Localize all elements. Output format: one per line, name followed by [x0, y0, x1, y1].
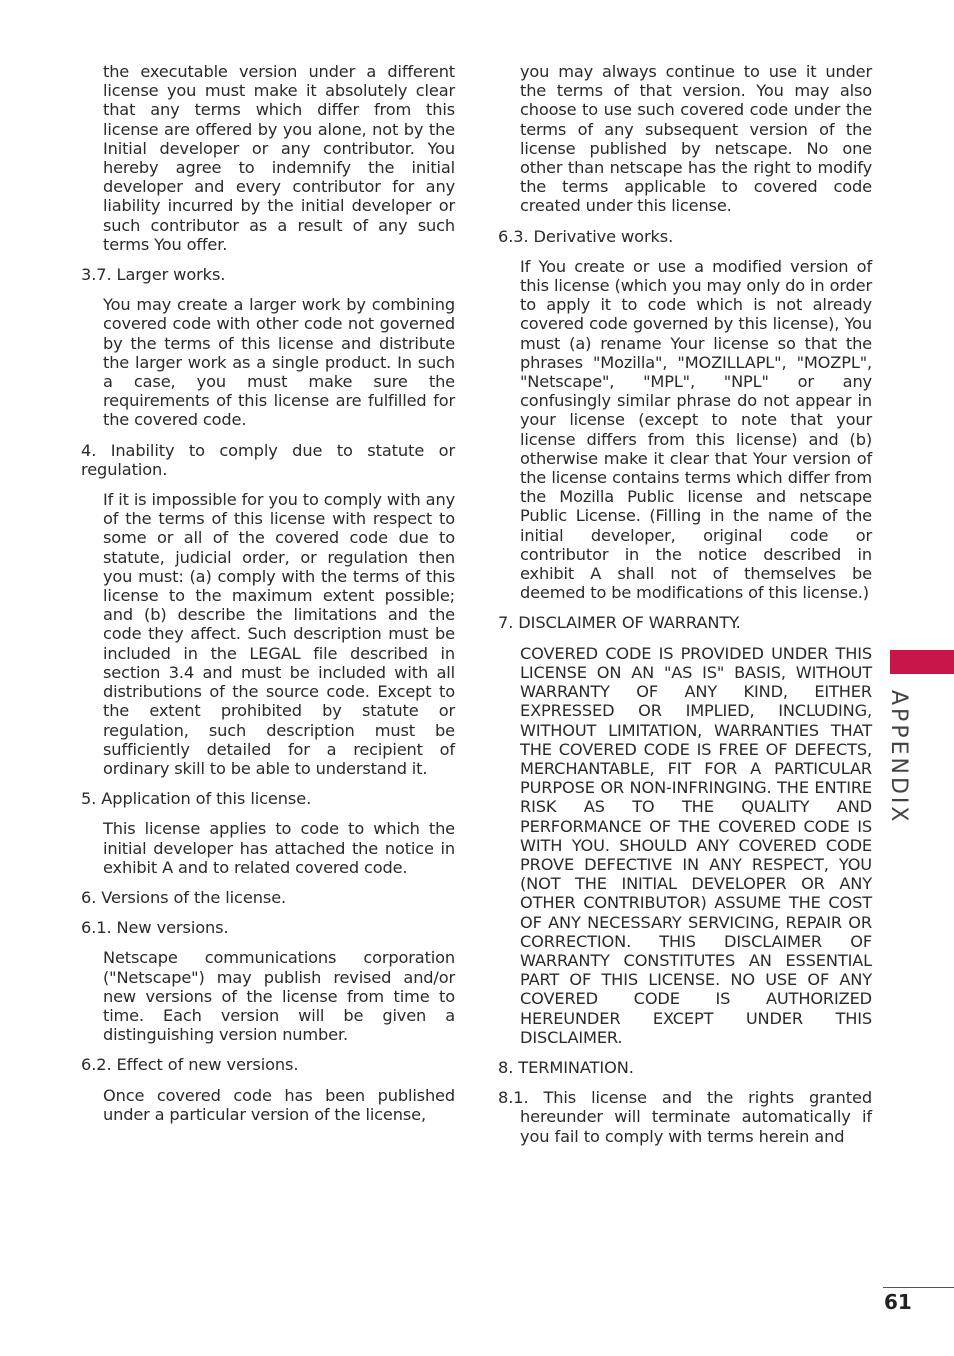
paragraph: This license applies to code to which the initial developer has attached the notice in exhibit A and to related covered code. — [103, 819, 455, 877]
section-heading: 6.1. New versions. — [81, 918, 229, 938]
section-heading: 6.2. Effect of new versions. — [81, 1055, 299, 1075]
paragraph: If it is impossible for you to comply with any of the terms of this license with respect to some or all of the covered code due to statute, judicial order, or regulation then you must: (a) comply with the terms of this license to the maximum extent possible; and (b) describe the limitations and the code they affect. Such description must be included in the LEGAL file described in section 3.4 and must be included with all distributions of the source code. Except to the extent prohibited by statute or regulation, such description must be sufficiently detailed for a recipient of ordinary skill to be able to understand it. — [103, 490, 455, 778]
appendix-section-label: APPENDIX — [886, 690, 911, 825]
section-heading: 5. Application of this license. — [81, 789, 312, 809]
appendix-tab-marker — [890, 650, 954, 674]
paragraph: you may always continue to use it under the terms of that version. You may also choose to use such covered code under the terms of any subsequent version of the license published by netscape. No one other than netscape has the right to modify the terms applicable to covered code created under this license. — [520, 62, 872, 216]
section-heading: 7. DISCLAIMER OF WARRANTY. — [498, 613, 741, 633]
paragraph: COVERED CODE IS PROVIDED UNDER THIS LICENSE ON AN "AS IS" BASIS, WITHOUT WARRANTY OF ANY KIND, EITHER EXPRESSED OR IMPLIED, INCLUDING, WITHOUT LIMITATION, WARRANTIES THAT THE COVERED CODE IS FREE OF DEFECTS, MERCHANTABLE, FIT FOR A PARTICULAR PURPOSE OR NON-INFRINGING. THE ENTIRE RISK AS TO THE QUALITY AND PERFORMANCE OF THE COVERED CODE IS WITH YOU. SHOULD ANY COVERED CODE PROVE DEFECTIVE IN ANY RESPECT, YOU (NOT THE INITIAL DEVELOPER OR ANY OTHER CONTRIBUTOR) ASSUME THE COST OF ANY NECESSARY SERVICING, REPAIR OR CORRECTION. THIS DISCLAIMER OF WARRANTY CONSTITUTES AN ESSENTIAL PART OF THIS LICENSE. NO USE OF ANY COVERED CODE IS AUTHORIZED HEREUNDER EXCEPT UNDER THIS DISCLAIMER. — [520, 643, 872, 1047]
paragraph: If You create or use a modified version of this license (which you may only do in order to apply it to code which is not already covered code governed by this license), You must (a) rename Your license so that the phrases "Mozilla", "MOZILLAPL", "MOZPL", "Netscape", "MPL", "NPL" or any confusingly similar phrase do not appear in your license (except to note that your license differs from this license) and (b) otherwise make it clear that Your version of the license contains terms which differ from the Mozilla Public license and netscape Public License. (Filling in the name of the initial developer, original code or contributor in the notice described in exhibit A shall not of themselves be deemed to be modifications of this license.) — [520, 256, 872, 603]
footer-divider — [883, 1287, 954, 1288]
paragraph: Netscape communications corporation ("Netscape") may publish revised and/or new versions of the license from time to time. Each version will be given a distinguishing version number. — [103, 948, 455, 1045]
page-number: 61 — [884, 1290, 912, 1314]
paragraph: the executable version under a different license you must make it absolutely clear that any terms which differ from this license are offered by you alone, not by the Initial developer or any contributor. You hereby agree to indemnify the initial developer and every contributor for any liability incurred by the initial developer or such contributor as a result of any such terms You offer. — [103, 62, 455, 254]
section-heading: 6. Versions of the license. — [81, 887, 287, 907]
section-heading: 3.7. Larger works. — [81, 265, 226, 285]
paragraph: You may create a larger work by combining covered code with other code not governed by the terms of this license and distribute the larger work as a single product. In such a case, you must make sure the requirements of this license are fulfilled for the covered code. — [103, 295, 455, 430]
paragraph: Once covered code has been published under a particular version of the license, — [103, 1085, 455, 1124]
section-heading: 8. TERMINATION. — [498, 1057, 634, 1077]
left-text-column — [81, 62, 455, 1135]
section-heading: 6.3. Derivative works. — [498, 226, 674, 246]
section-heading: 8.1. This license and the rights granted hereunder will terminate automatically if you fail to comply with terms herein and — [498, 1088, 872, 1146]
section-heading: 4. Inability to comply due to statute or regulation. — [81, 440, 455, 479]
right-text-column — [498, 62, 872, 1157]
